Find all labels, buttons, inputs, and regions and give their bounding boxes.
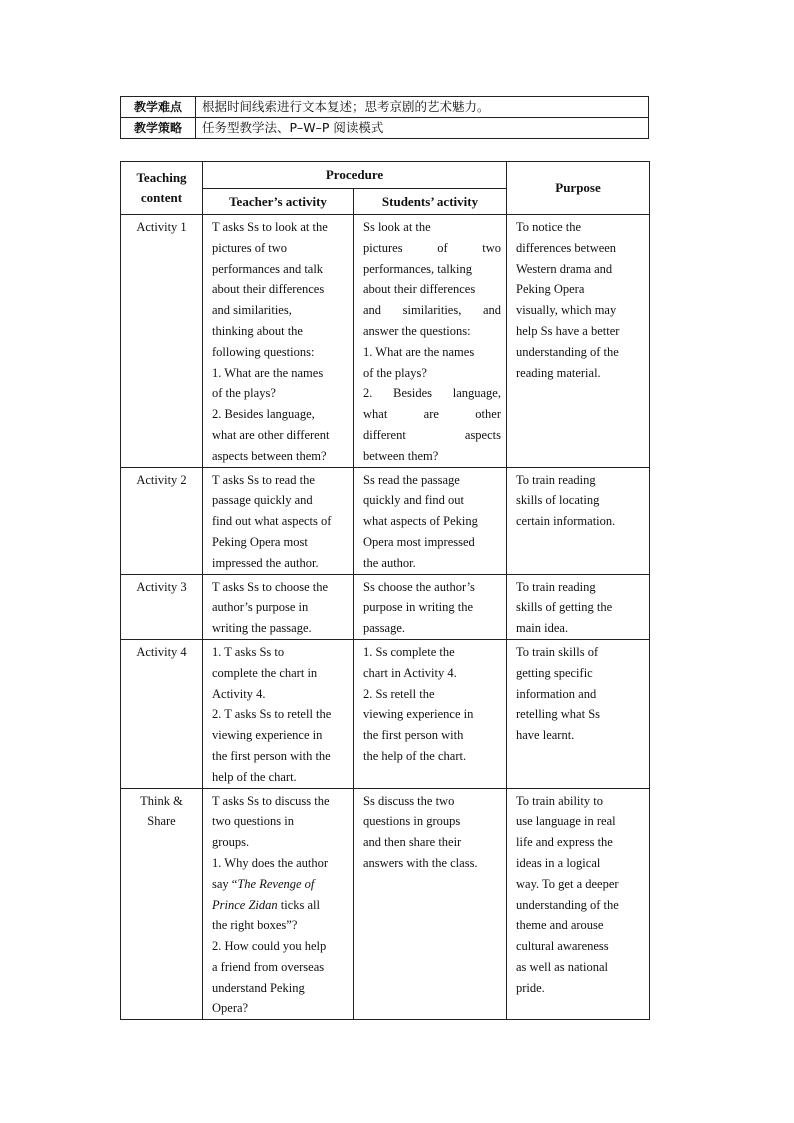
- text-line: Western drama and: [516, 261, 613, 276]
- text-line: Opera most impressed: [363, 534, 475, 549]
- text-line: 1. Ss complete the: [363, 644, 455, 659]
- text-line: Opera?: [212, 1001, 249, 1016]
- text-line: viewing experience in: [363, 707, 474, 722]
- students-lines: [363, 217, 501, 467]
- text-line: [363, 404, 501, 425]
- row-name-line1: Think &: [140, 793, 183, 808]
- text-line: aspects between them?: [212, 448, 327, 463]
- text-line: main idea.: [516, 621, 569, 636]
- purpose: [507, 467, 650, 574]
- text-line: help Ss have a better: [516, 323, 620, 338]
- text-line: 2. T asks Ss to retell the: [212, 707, 332, 722]
- text-line: Peking Opera most: [212, 534, 308, 549]
- text-line: Ss choose the author’s: [363, 579, 475, 594]
- difficulty-label: 教学难点: [121, 97, 196, 118]
- text-line: performances and talk: [212, 261, 324, 276]
- teaching-content-header-line1: Teaching: [136, 170, 187, 185]
- text-line: two questions in: [212, 814, 294, 829]
- text-line: about their differences: [212, 282, 325, 297]
- text-line: groups.: [212, 835, 250, 850]
- students-activity: [354, 574, 507, 639]
- text-line: understanding of the: [516, 897, 619, 912]
- text-line: what are other different: [212, 427, 330, 442]
- word: what: [363, 407, 388, 422]
- text-lines: [516, 217, 644, 383]
- text-line: 1. What are the names: [363, 344, 475, 359]
- text-line: life and express the: [516, 835, 613, 850]
- title-lines: [212, 874, 348, 916]
- text-line: use language in real: [516, 814, 616, 829]
- text-lines: [516, 577, 644, 639]
- text-line: T asks Ss to read the: [212, 472, 315, 487]
- word: similarities,: [402, 303, 462, 318]
- text-lines: [363, 470, 501, 574]
- students-activity-header: Students’ activity: [354, 189, 507, 215]
- purpose: [507, 574, 650, 639]
- text-lines: [212, 915, 348, 1019]
- text-lines: [212, 217, 348, 467]
- text-fragment: say “: [212, 876, 238, 891]
- text-line: retelling what Ss: [516, 707, 601, 722]
- text-line: and then share their: [363, 835, 462, 850]
- teacher-activity-header: Teacher’s activity: [203, 189, 354, 215]
- text-line: of the plays?: [363, 365, 427, 380]
- text-line: passage quickly and: [212, 493, 313, 508]
- text-line: T asks Ss to look at the: [212, 220, 328, 234]
- text-line: passage.: [363, 621, 405, 636]
- purpose: [507, 215, 650, 468]
- difficulty-value: 根据时间线索进行文本复述；思考京剧的艺术魅力。: [196, 97, 649, 118]
- text-line: complete the chart in: [212, 665, 318, 680]
- teacher-activity: [203, 467, 354, 574]
- text-line: T asks Ss to choose the: [212, 579, 329, 594]
- text-line: the first person with: [363, 728, 464, 743]
- text-lines: [516, 470, 644, 532]
- text-line: understand Peking: [212, 980, 305, 995]
- row-name-line2: Share: [147, 814, 176, 829]
- text-line: 2. How could you help: [212, 939, 327, 954]
- text-line: impressed the author.: [212, 555, 319, 570]
- word: other: [475, 407, 501, 422]
- word: aspects: [464, 427, 501, 442]
- word: are: [423, 407, 439, 422]
- text-line: To train reading: [516, 472, 596, 487]
- text-lines: [363, 577, 501, 639]
- text-fragment: ticks all: [277, 897, 320, 912]
- text-lines: [363, 642, 501, 767]
- text-lines: [212, 791, 348, 874]
- text-line: between them?: [363, 448, 439, 463]
- text-line: [363, 425, 501, 446]
- strategy-label: 教学策略: [121, 118, 196, 139]
- text-lines: [516, 791, 644, 999]
- teacher-activity: [203, 788, 354, 1020]
- text-line: To train ability to: [516, 793, 603, 808]
- text-line: information and: [516, 686, 597, 701]
- word: 2.: [363, 386, 373, 401]
- text-line: pictures of two: [212, 240, 287, 255]
- text-lines: [212, 470, 348, 574]
- text-line: 1. T asks Ss to: [212, 644, 285, 659]
- table-row: [121, 215, 650, 468]
- text-lines: [516, 642, 644, 746]
- text-line: chart in Activity 4.: [363, 665, 457, 680]
- table-row: [121, 788, 650, 1020]
- text-line: the right boxes”?: [212, 918, 298, 933]
- table-row: [121, 574, 650, 639]
- text-line: 2. Besides language,: [212, 407, 315, 422]
- students-activity: [354, 639, 507, 788]
- text-line: skills of locating: [516, 493, 600, 508]
- text-line: about their differences: [363, 282, 476, 297]
- teacher-activity: [203, 639, 354, 788]
- text-line: [212, 874, 348, 895]
- purpose-header: Purpose: [507, 162, 650, 215]
- word: pictures: [363, 240, 403, 255]
- text-line: ideas in a logical: [516, 855, 601, 870]
- purpose: [507, 639, 650, 788]
- text-line: [363, 238, 501, 259]
- word: language,: [452, 386, 501, 401]
- word: of: [437, 240, 448, 255]
- word: different: [363, 427, 406, 442]
- purpose: [507, 788, 650, 1020]
- difficulty-row: [121, 97, 649, 118]
- text-line: viewing experience in: [212, 728, 323, 743]
- text-line: 1. Why does the author: [212, 855, 329, 870]
- text-line: author’s purpose in: [212, 600, 309, 615]
- text-line: Ss look at the: [363, 220, 431, 234]
- word: Besides: [393, 386, 432, 401]
- text-line: the author.: [363, 555, 416, 570]
- text-line: and similarities,: [212, 303, 292, 318]
- row-name: [121, 788, 203, 1020]
- text-line: getting specific: [516, 665, 593, 680]
- play-title-fragment: Prince Zidan: [212, 897, 278, 912]
- strategy-value: 任务型教学法、P–W–P 阅读模式: [196, 118, 649, 139]
- text-line: have learnt.: [516, 728, 575, 743]
- text-line: To notice the: [516, 220, 582, 234]
- text-line: To train skills of: [516, 644, 599, 659]
- text-line: following questions:: [212, 344, 315, 359]
- procedure-header: Procedure: [203, 162, 507, 189]
- word: and: [363, 303, 382, 318]
- students-activity: [354, 467, 507, 574]
- text-line: thinking about the: [212, 323, 303, 338]
- row-name: Activity 1: [121, 215, 203, 468]
- text-line: [212, 895, 348, 916]
- text-line: differences between: [516, 240, 617, 255]
- text-line: cultural awareness: [516, 939, 609, 954]
- text-line: what aspects of Peking: [363, 514, 478, 529]
- text-line: pride.: [516, 980, 545, 995]
- text-line: a friend from overseas: [212, 959, 325, 974]
- text-line: 1. What are the names: [212, 365, 324, 380]
- text-line: T asks Ss to discuss the: [212, 793, 330, 808]
- text-lines: [212, 642, 348, 788]
- text-line: answer the questions:: [363, 323, 471, 338]
- students-activity: [354, 215, 507, 468]
- text-line: theme and arouse: [516, 918, 604, 933]
- teaching-content-header-line2: content: [140, 190, 183, 205]
- text-line: reading material.: [516, 365, 601, 380]
- text-line: questions in groups: [363, 814, 461, 829]
- text-line: quickly and find out: [363, 493, 465, 508]
- text-line: certain information.: [516, 514, 616, 529]
- text-line: visually, which may: [516, 303, 617, 318]
- text-line: understanding of the: [516, 344, 619, 359]
- text-line: writing the passage.: [212, 621, 312, 636]
- teaching-content-header: [121, 162, 203, 215]
- play-title-fragment: The Revenge of: [237, 876, 315, 891]
- row-name: Activity 3: [121, 574, 203, 639]
- text-line: [363, 300, 501, 321]
- text-line: Ss discuss the two: [363, 793, 455, 808]
- row-name: Activity 4: [121, 639, 203, 788]
- word: two: [482, 240, 501, 255]
- text-line: To train reading: [516, 579, 596, 594]
- text-line: as well as national: [516, 959, 608, 974]
- text-line: [363, 383, 501, 404]
- text-line: performances, talking: [363, 261, 472, 276]
- text-line: purpose in writing the: [363, 600, 474, 615]
- text-line: find out what aspects of: [212, 514, 332, 529]
- table-row: [121, 639, 650, 788]
- text-line: Peking Opera: [516, 282, 585, 297]
- text-line: skills of getting the: [516, 600, 613, 615]
- text-line: the first person with the: [212, 748, 331, 763]
- text-line: help of the chart.: [212, 769, 297, 784]
- teacher-activity: [203, 574, 354, 639]
- text-line: Activity 4.: [212, 686, 266, 701]
- header-row-1: [121, 162, 650, 189]
- lesson-info-table: [120, 96, 649, 139]
- text-line: way. To get a deeper: [516, 876, 619, 891]
- text-line: the help of the chart.: [363, 748, 467, 763]
- text-line: 2. Ss retell the: [363, 686, 435, 701]
- text-line: of the plays?: [212, 386, 276, 401]
- word: and: [482, 303, 501, 318]
- text-lines: [212, 577, 348, 639]
- students-activity: [354, 788, 507, 1020]
- procedure-table: [120, 161, 650, 1020]
- row-name: Activity 2: [121, 467, 203, 574]
- strategy-row: [121, 118, 649, 139]
- text-lines: [363, 791, 501, 874]
- table-row: [121, 467, 650, 574]
- text-line: answers with the class.: [363, 855, 478, 870]
- teacher-activity: [203, 215, 354, 468]
- text-line: Ss read the passage: [363, 472, 460, 487]
